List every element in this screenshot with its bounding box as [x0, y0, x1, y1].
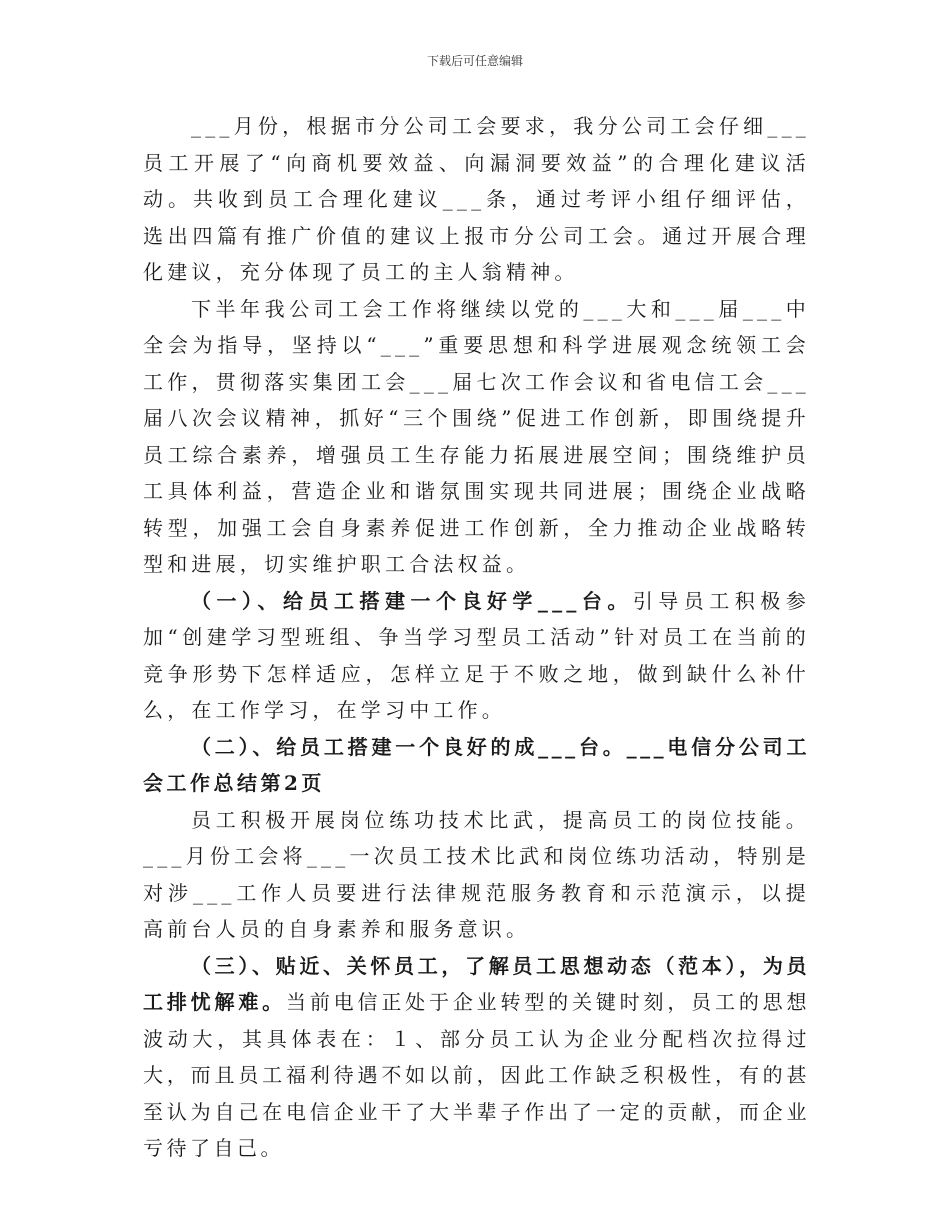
section-heading: （一）、给员工搭建一个良好学___台。 — [191, 588, 633, 613]
paragraph-text: 引导员工积极参加“创建学习型班组、争当学习型员工活动”针对员工在当前的竞争形势下怎样适应，怎样立足于不败之地，做到缺什么补什么，在工作学习，在学习中工作。 — [143, 588, 810, 722]
paragraph-section-one — [143, 583, 810, 729]
document-body — [143, 108, 810, 1167]
paragraph-text: 下半年我公司工会工作将继续以党的___大和___届___中全会为指导，坚持以“___”重要思想和科学进展观念统领工会工作，贯彻落实集团工会___届七次工作会议和省电信工会___届八次会议精神，抓好“三个围绕”促进工作创新，即围绕提升员工综合素养，增强员工生存能力拓展进展空间；围绕维护员工具体利益，营造企业和谐氛围实现共同进展；围绕企业战略转型，加强工会自身素养促进工作创新，全力推动企业战略转型和进展，切实维护职工合法权益。 — [143, 296, 810, 576]
paragraph-section-three — [143, 948, 810, 1167]
paragraph-text: ___月份，根据市分公司工会要求，我分公司工会仔细___员工开展了“向商机要效益、向漏洞要效益”的合理化建议活动。共收到员工合理化建议___条，通过考评小组仔细评估，选出四篇有推广价值的建议上报市分公司工会。通过开展合理化建议，充分体现了员工的主人翁精神。 — [143, 114, 810, 284]
paragraph-suggestions — [143, 108, 810, 291]
paragraph-skills — [143, 802, 810, 948]
paragraph-second-half-plan — [143, 291, 810, 583]
section-heading: （三）、贴近、关怀员工，了解员工思想动态（范本），为员工排忧解难。 — [143, 953, 810, 1014]
paragraph-text: 当前电信正处于企业转型的关键时刻，员工的思想波动大，其具体表在：１、部分员工认为企业分配档次拉得过大，而且员工福利待遇不如以前，因此工作缺乏积极性，有的甚至认为自己在电信企业干了大半辈子作出了一定的贡献，而企业亏待了自己。 — [143, 990, 810, 1160]
page-header: 下载后可任意编辑 — [426, 54, 523, 68]
section-heading: （二）、给员工搭建一个良好的成___台。___电信分公司工会工作总结第2页 — [143, 734, 810, 795]
paragraph-section-two — [143, 729, 810, 802]
paragraph-text: 员工积极开展岗位练功技术比武，提高员工的岗位技能。___月份工会将___一次员工技术比武和岗位练功活动，特别是对涉___工作人员要进行法律规范服务教育和示范演示，以提高前台人员的自身素养和服务意识。 — [143, 807, 810, 941]
